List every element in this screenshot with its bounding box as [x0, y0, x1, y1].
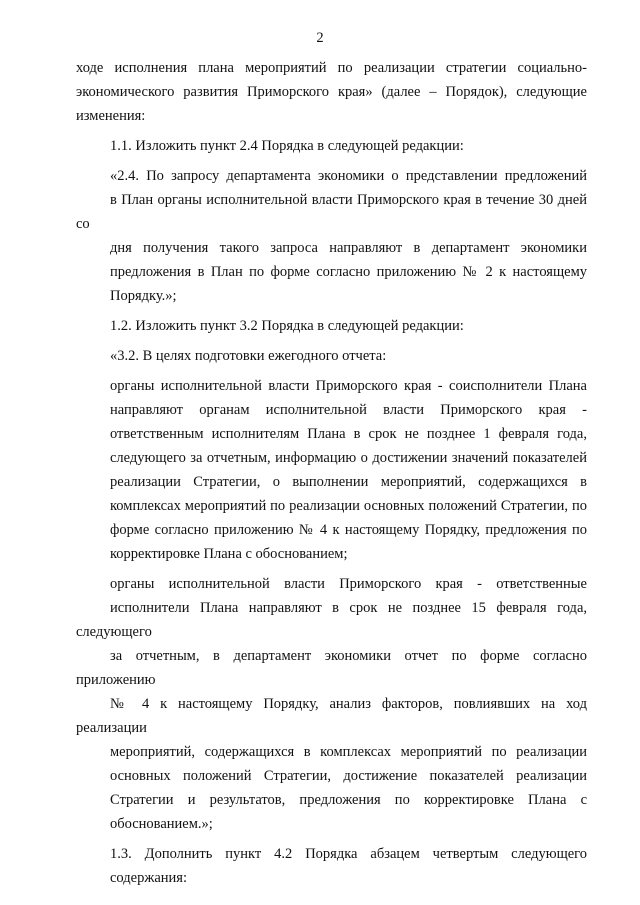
text-line: Порядку.»; — [110, 288, 177, 304]
text-line: Стратегии и результатов, предложения по корректировке Плана с — [110, 792, 587, 808]
page-number: 2 — [316, 30, 324, 46]
text-line: в План органы исполнительной власти Приморского края в течение 30 дней со — [76, 192, 587, 232]
text-line: 1.3. Дополнить пункт 4.2 Порядка абзацем четвертым следующего — [110, 846, 587, 862]
text-line: 1.1. Изложить пункт 2.4 Порядка в следующей редакции: — [110, 138, 464, 154]
paragraph — [76, 344, 587, 368]
paragraph — [76, 164, 587, 308]
paragraph — [76, 134, 587, 158]
text-line: 1.2. Изложить пункт 3.2 Порядка в следующей редакции: — [110, 318, 464, 334]
text-line: основных положений Стратегии, достижение показателей реализации — [110, 768, 587, 784]
paragraph — [76, 842, 587, 890]
text-line: реализации Стратегии, о выполнении мероприятий, содержащихся в — [110, 474, 587, 490]
text-line: за отчетным, в департамент экономики отчет по форме согласно приложению — [76, 648, 587, 688]
text-line: корректировке Плана с обоснованием; — [110, 546, 348, 562]
text-line: мероприятий, содержащихся в комплексах мероприятий по реализации — [110, 744, 587, 760]
text-line: экономического развития Приморского края» (далее – Порядок), следующие — [76, 84, 587, 100]
text-line: ответственным исполнителям Плана в срок не позднее 1 февраля года, — [110, 426, 587, 442]
text-line: форме согласно приложению № 4 к настоящему Порядку, предложения по — [110, 522, 587, 538]
document-body — [76, 56, 587, 896]
paragraph — [76, 374, 587, 566]
text-line: органы исполнительной власти Приморского края - соисполнители Плана — [110, 378, 587, 394]
text-line: № 4 к настоящему Порядку, анализ факторов, повлиявших на ход реализации — [76, 696, 587, 736]
text-line: исполнители Плана направляют в срок не позднее 15 февраля года, следующего — [76, 600, 587, 640]
text-line: дня получения такого запроса направляют в департамент экономики — [110, 240, 587, 256]
text-line: органы исполнительной власти Приморского края - ответственные — [110, 576, 587, 592]
text-line: обоснованием.»; — [110, 816, 213, 832]
text-line: комплексах мероприятий по реализации основных положений Стратегии, по — [110, 498, 587, 514]
text-line: ходе исполнения плана мероприятий по реализации стратегии социально- — [76, 60, 587, 76]
paragraph — [76, 314, 587, 338]
text-line: предложения в План по форме согласно приложению № 2 к настоящему — [110, 264, 587, 280]
text-line: «2.4. По запросу департамента экономики о представлении предложений — [110, 168, 587, 184]
text-line: содержания: — [110, 870, 188, 886]
text-line: следующего за отчетным, информацию о достижении значений показателей — [110, 450, 587, 466]
text-line: изменения: — [76, 108, 146, 124]
text-line: направляют органам исполнительной власти Приморского края - — [110, 402, 587, 418]
paragraph — [76, 56, 587, 128]
paragraph — [76, 572, 587, 836]
text-line: «3.2. В целях подготовки ежегодного отчета: — [110, 348, 387, 364]
